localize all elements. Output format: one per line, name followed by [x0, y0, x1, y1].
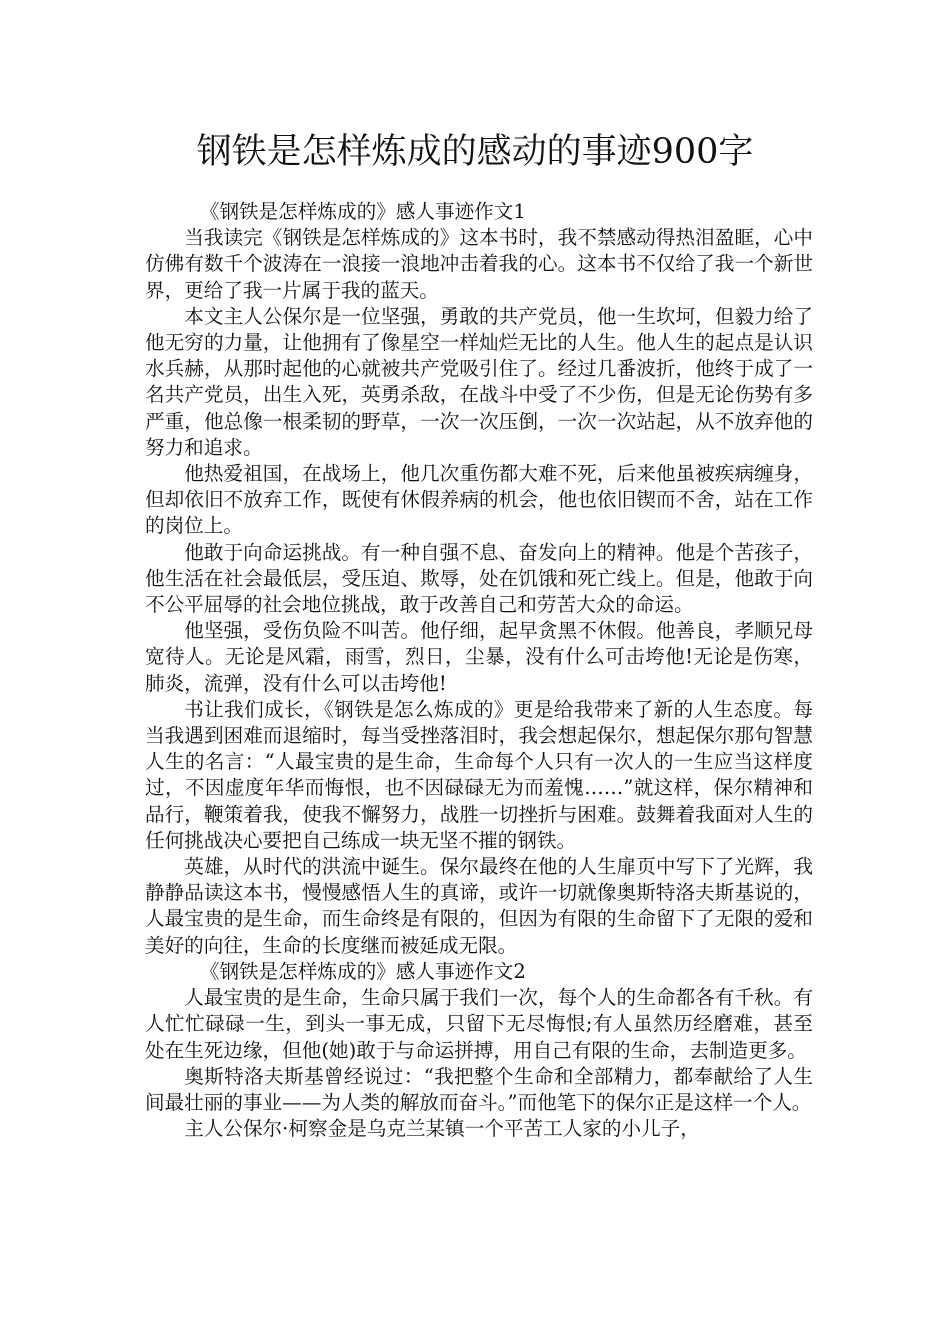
paragraph: 人最宝贵的是生命，生命只属于我们一次，每个人的生命都各有千秋。有人忙忙碌碌一生，到头一事无成，只留下无尽悔恨;有人虽然历经磨难，甚至处在生死边缘，但他(她)敢于与命运拼搏，用自己有限的生命，去制造更多。 [145, 986, 813, 1062]
paragraph: 奥斯特洛夫斯基曾经说过：“我把整个生命和全部精力，都奉献给了人生间最壮丽的事业——为人类的解放而奋斗。”而他笔下的保尔正是这样一个人。 [145, 1064, 813, 1114]
paragraph: 本文主人公保尔是一位坚强，勇敢的共产党员，他一生坎坷，但毅力给了他无穷的力量，让他拥有了像星空一样灿烂无比的人生。他人生的起点是认识水兵赫，从那时起他的心就被共产党吸引住了。经过几番波折，他终于成了一名共产党员，出生入死，英勇杀敌，在战斗中受了不少伤，但是无论伤势有多严重，他总像一根柔韧的野草，一次一次压倒，一次一次站起，从不放弃他的努力和追求。 [145, 304, 813, 459]
paragraph: 他敢于向命运挑战。有一种自强不息、奋发向上的精神。他是个苦孩子，他生活在社会最低层，受压迫、欺辱，处在饥饿和死亡线上。但是，他敢于向不公平屈辱的社会地位挑战，敢于改善自己和劳苦大众的命运。 [145, 540, 813, 617]
paragraph: 他坚强，受伤负险不叫苦。他仔细，起早贪黑不休假。他善良，孝顺兄母宽待人。无论是风霜，雨雪，烈日，尘暴，没有什么可击垮他!无论是伤寒，肺炎，流弹，没有什么可以击垮他! [145, 619, 813, 695]
paragraph: 当我读完《钢铁是怎样炼成的》这本书时，我不禁感动得热泪盈眶，心中仿佛有数千个波涛在一浪接一浪地冲击着我的心。这本书不仅给了我一个新世界，更给了我一片属于我的蓝天。 [145, 226, 813, 302]
section-heading: 《钢铁是怎样炼成的》感人事迹作文2 [199, 959, 526, 983]
paragraph: 书让我们成长，《钢铁是怎么炼成的》更是给我带来了新的人生态度。每当我遇到困难而退缩时，每当受挫落泪时，我会想起保尔，想起保尔那句智慧人生的名言：“人最宝贵的是生命，生命每个人只有一次人的一生应当这样度过，不因虚度年华而悔恨，也不因碌碌无为而羞愧……”就这样，保尔精神和品行，鞭策着我，使我不懈努力，战胜一切挫折与困难。鼓舞着我面对人生的任何挑战决心要把自己练成一块无坚不摧的钢铁。 [145, 697, 813, 852]
document-body [145, 199, 813, 1142]
document-title: 钢铁是怎样炼成的感动的事迹900字 [196, 132, 754, 172]
paragraph: 他热爱祖国，在战场上，他几次重伤都大难不死，后来他虽被疾病缠身，但却依旧不放弃工作，既使有休假养病的机会，他也依旧锲而不舍，站在工作的岗位上。 [145, 462, 813, 538]
paragraph: 英雄，从时代的洪流中诞生。保尔最终在他的人生扉页中写下了光辉，我静静品读这本书，慢慢感悟人生的真谛，或许一切就像奥斯特洛夫斯基说的，人最宝贵的是生命，而生命终是有限的，但因为有限的生命留下了无限的爱和美好的向往，生命的长度继而被延成无限。 [145, 855, 813, 957]
section-heading: 《钢铁是怎样炼成的》感人事迹作文1 [199, 200, 526, 223]
paragraph: 主人公保尔·柯察金是乌克兰某镇一个平苦工人家的小儿子， [184, 1117, 700, 1141]
